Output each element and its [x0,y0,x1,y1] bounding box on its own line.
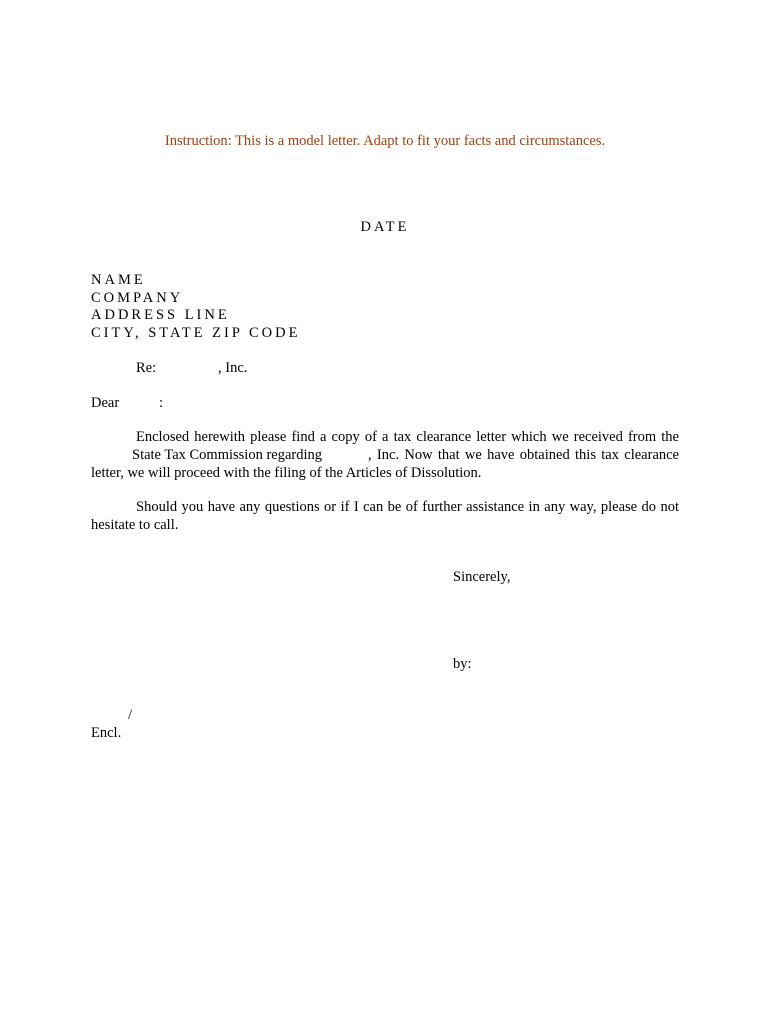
paragraph-2-line-1-text: Should you have any questions or if I can be of further assistance in any way, please do not [136,499,679,515]
paragraph-1-line-3: letter, we will proceed with the filing of the Articles of Dissolution. [91,465,482,481]
salutation-dear: Dear [91,395,120,411]
paragraph-1-line-1-text: Enclosed herewith please find a copy of a tax clearance letter which we received from the [136,429,679,445]
paragraph-1-line-2a: State Tax Commission regarding [132,447,323,463]
re-company-suffix: , Inc. [218,360,248,376]
re-label: Re: [136,360,157,376]
recipient-company: COMPANY [91,290,184,306]
body-paragraph-2 [91,498,679,534]
body-paragraph-1 [91,428,679,482]
recipient-city-state-zip: CITY, STATE ZIP CODE [91,325,301,341]
initials-slash: / [128,707,133,723]
recipient-name: NAME [91,272,146,288]
date-placeholder: DATE [360,219,410,235]
closing-sincerely: Sincerely, [453,569,511,585]
paragraph-1-line-1 [91,428,679,446]
paragraph-1-line-2b: , Inc. Now that we have obtained this tax clearance [368,447,679,463]
salutation-colon: : [159,395,164,411]
paragraph-1-line-2 [91,446,679,464]
instruction-note: Instruction: This is a model letter. Adapt to fit your facts and circumstances. [164,133,606,149]
paragraph-2-line-2: hesitate to call. [91,517,179,533]
paragraph-2-line-1 [91,498,679,516]
recipient-address-line: ADDRESS LINE [91,307,230,323]
enclosure-note: Encl. [91,725,122,741]
closing-by: by: [453,656,472,672]
